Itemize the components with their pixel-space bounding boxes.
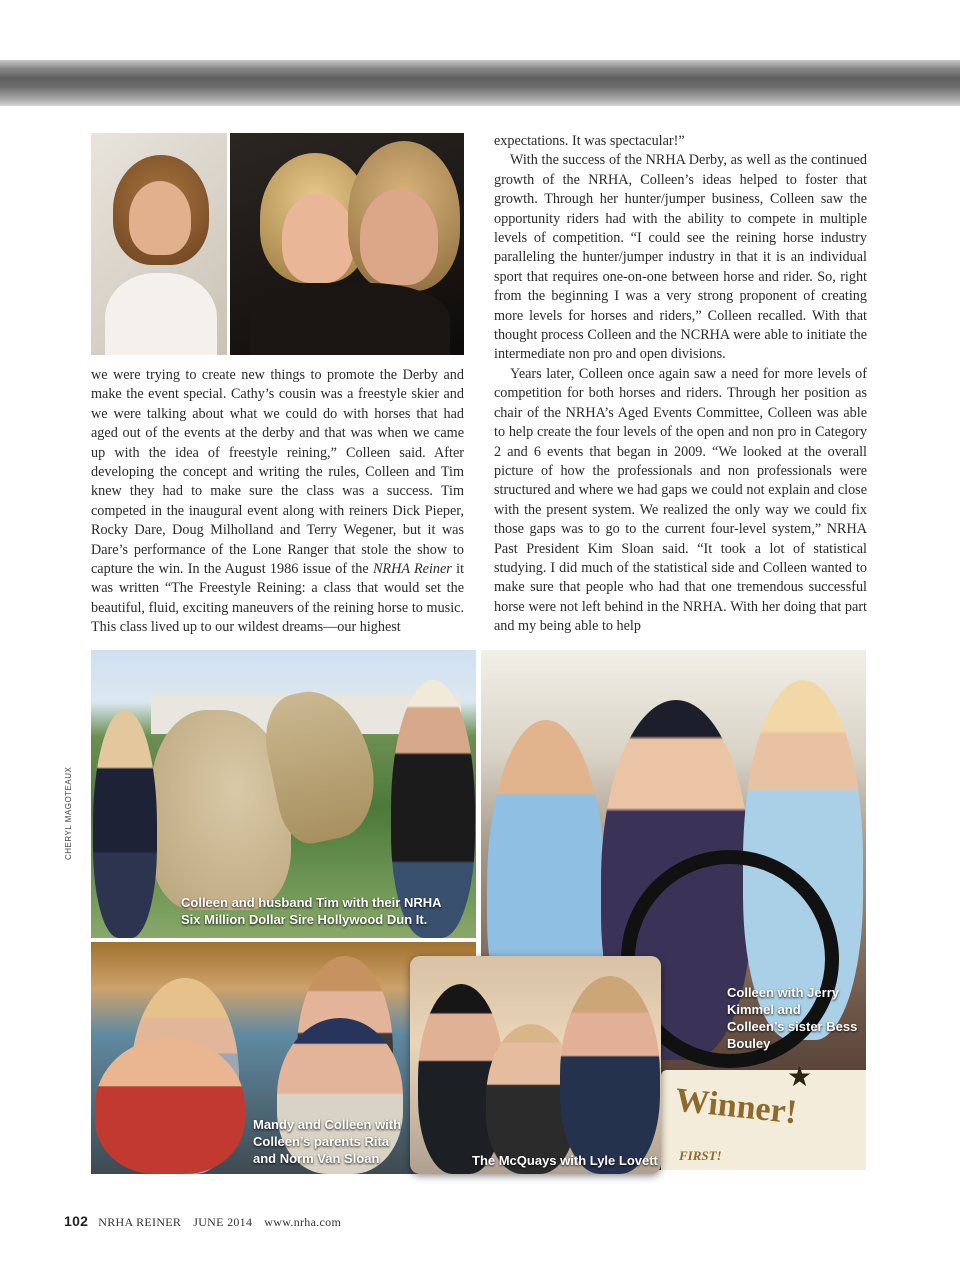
photo-caption: Colleen with Jerry Kimmel and Colleen’s sister Bess Bouley (727, 985, 858, 1051)
portrait-photo-colleen (91, 133, 227, 355)
photo-caption: The McQuays with Lyle Lovett (472, 1153, 658, 1168)
paragraph: expectations. It was spectacular!” (494, 133, 685, 149)
photo-mcquays-lyle-lovett (410, 956, 661, 1174)
portrait-photo-two-women (230, 133, 464, 355)
photo-horse-hollywood-dun-it (91, 650, 476, 938)
paragraph: With the success of the NRHA Derby, as well as the continued growth of the NRHA, Colleen’s ideas helped to foster that growth. Through her hunter/jumper business, Colleen saw the opportunity riders had with the ability to compete in multiple levels of competition. “I could see the reining horse industry paralleling the hunter/jumper industry in that it is an individual sport that requires one-on-one between horse and rider. So, right from the beginning I was a very strong proponent of creating more levels for horses and riders,” Colleen recalled. With that thought process Colleen and the NCRHA were able to initiate the intermediate non pro and open divisions. (494, 152, 867, 363)
article-column-right (494, 132, 867, 637)
left-column-text: we were trying to create new things to promote the Derby and make the event special. Cathy’s cousin was a freestyle skier and we were talking about what we could do with horses that had aged out of the events at the derby and that was when we came up with the idea of freestyle reining,” Colleen said. After developing the concept and writing the rules, Colleen and Tim knew they had to make sure the class was a success. Tim competed in the inaugural event along with reiners Dick Pieper, Rocky Dare, Doug Milholland and Terry Wegener, but it was Dare’s performance of the Lone Ranger that stole the show to capture the win. In the August 1986 issue of the (91, 367, 464, 578)
photo-caption: Colleen and husband Tim with their NRHA Six Million Dollar Sire Hollywood Dun It. (181, 895, 442, 927)
paragraph: Years later, Colleen once again saw a need for more levels of competition for both horses and riders. Through her position as chair of the NRHA’s Aged Events Committee, Colleen was able to help create the four levels of the open and non pro in Category 2 and 6 events that began in 2009. “We looked at the overall picture of how the professionals and non professionals were structured and where we had gaps we could not explain and close with the present system. We realized the only way we could fix those gaps was to go to the current four-level system,” NRHA Past President Kim Sloan said. “It took a lot of statistical studying. I did much of the statistical side and Colleen wanted to make sure that people who had that one tremendous successful horse were not left behind in the NRHA. With her doing that part and my being able to help (494, 365, 867, 635)
photo-credit: CHERYL MAGOTEAUX (64, 766, 73, 860)
page-number: 102 (64, 1213, 89, 1229)
photo-caption: Mandy and Colleen with Colleen’s parents Rita and Norm Van Sloan (253, 1117, 402, 1166)
issue-date: JUNE 2014 (193, 1215, 253, 1229)
magazine-name: NRHA REINER (98, 1215, 182, 1229)
winner-sign-text: Winner! (673, 1081, 799, 1132)
page-footer (64, 1213, 353, 1230)
header-band (0, 60, 960, 106)
magazine-title-italic: NRHA Reiner (372, 561, 452, 578)
star-icon: ★ (787, 1062, 813, 1093)
article-column-left (91, 366, 464, 638)
left-column-text-end: it was written “The Freestyle Reining: a class that would set the beautiful, fluid, exciting maneuvers of the reining horse to music. This class lived up to our wildest dreams—our highest (91, 561, 465, 636)
website-link[interactable]: www.nrha.com (264, 1215, 342, 1229)
winner-sign-subtext: FIRST! (679, 1148, 722, 1163)
